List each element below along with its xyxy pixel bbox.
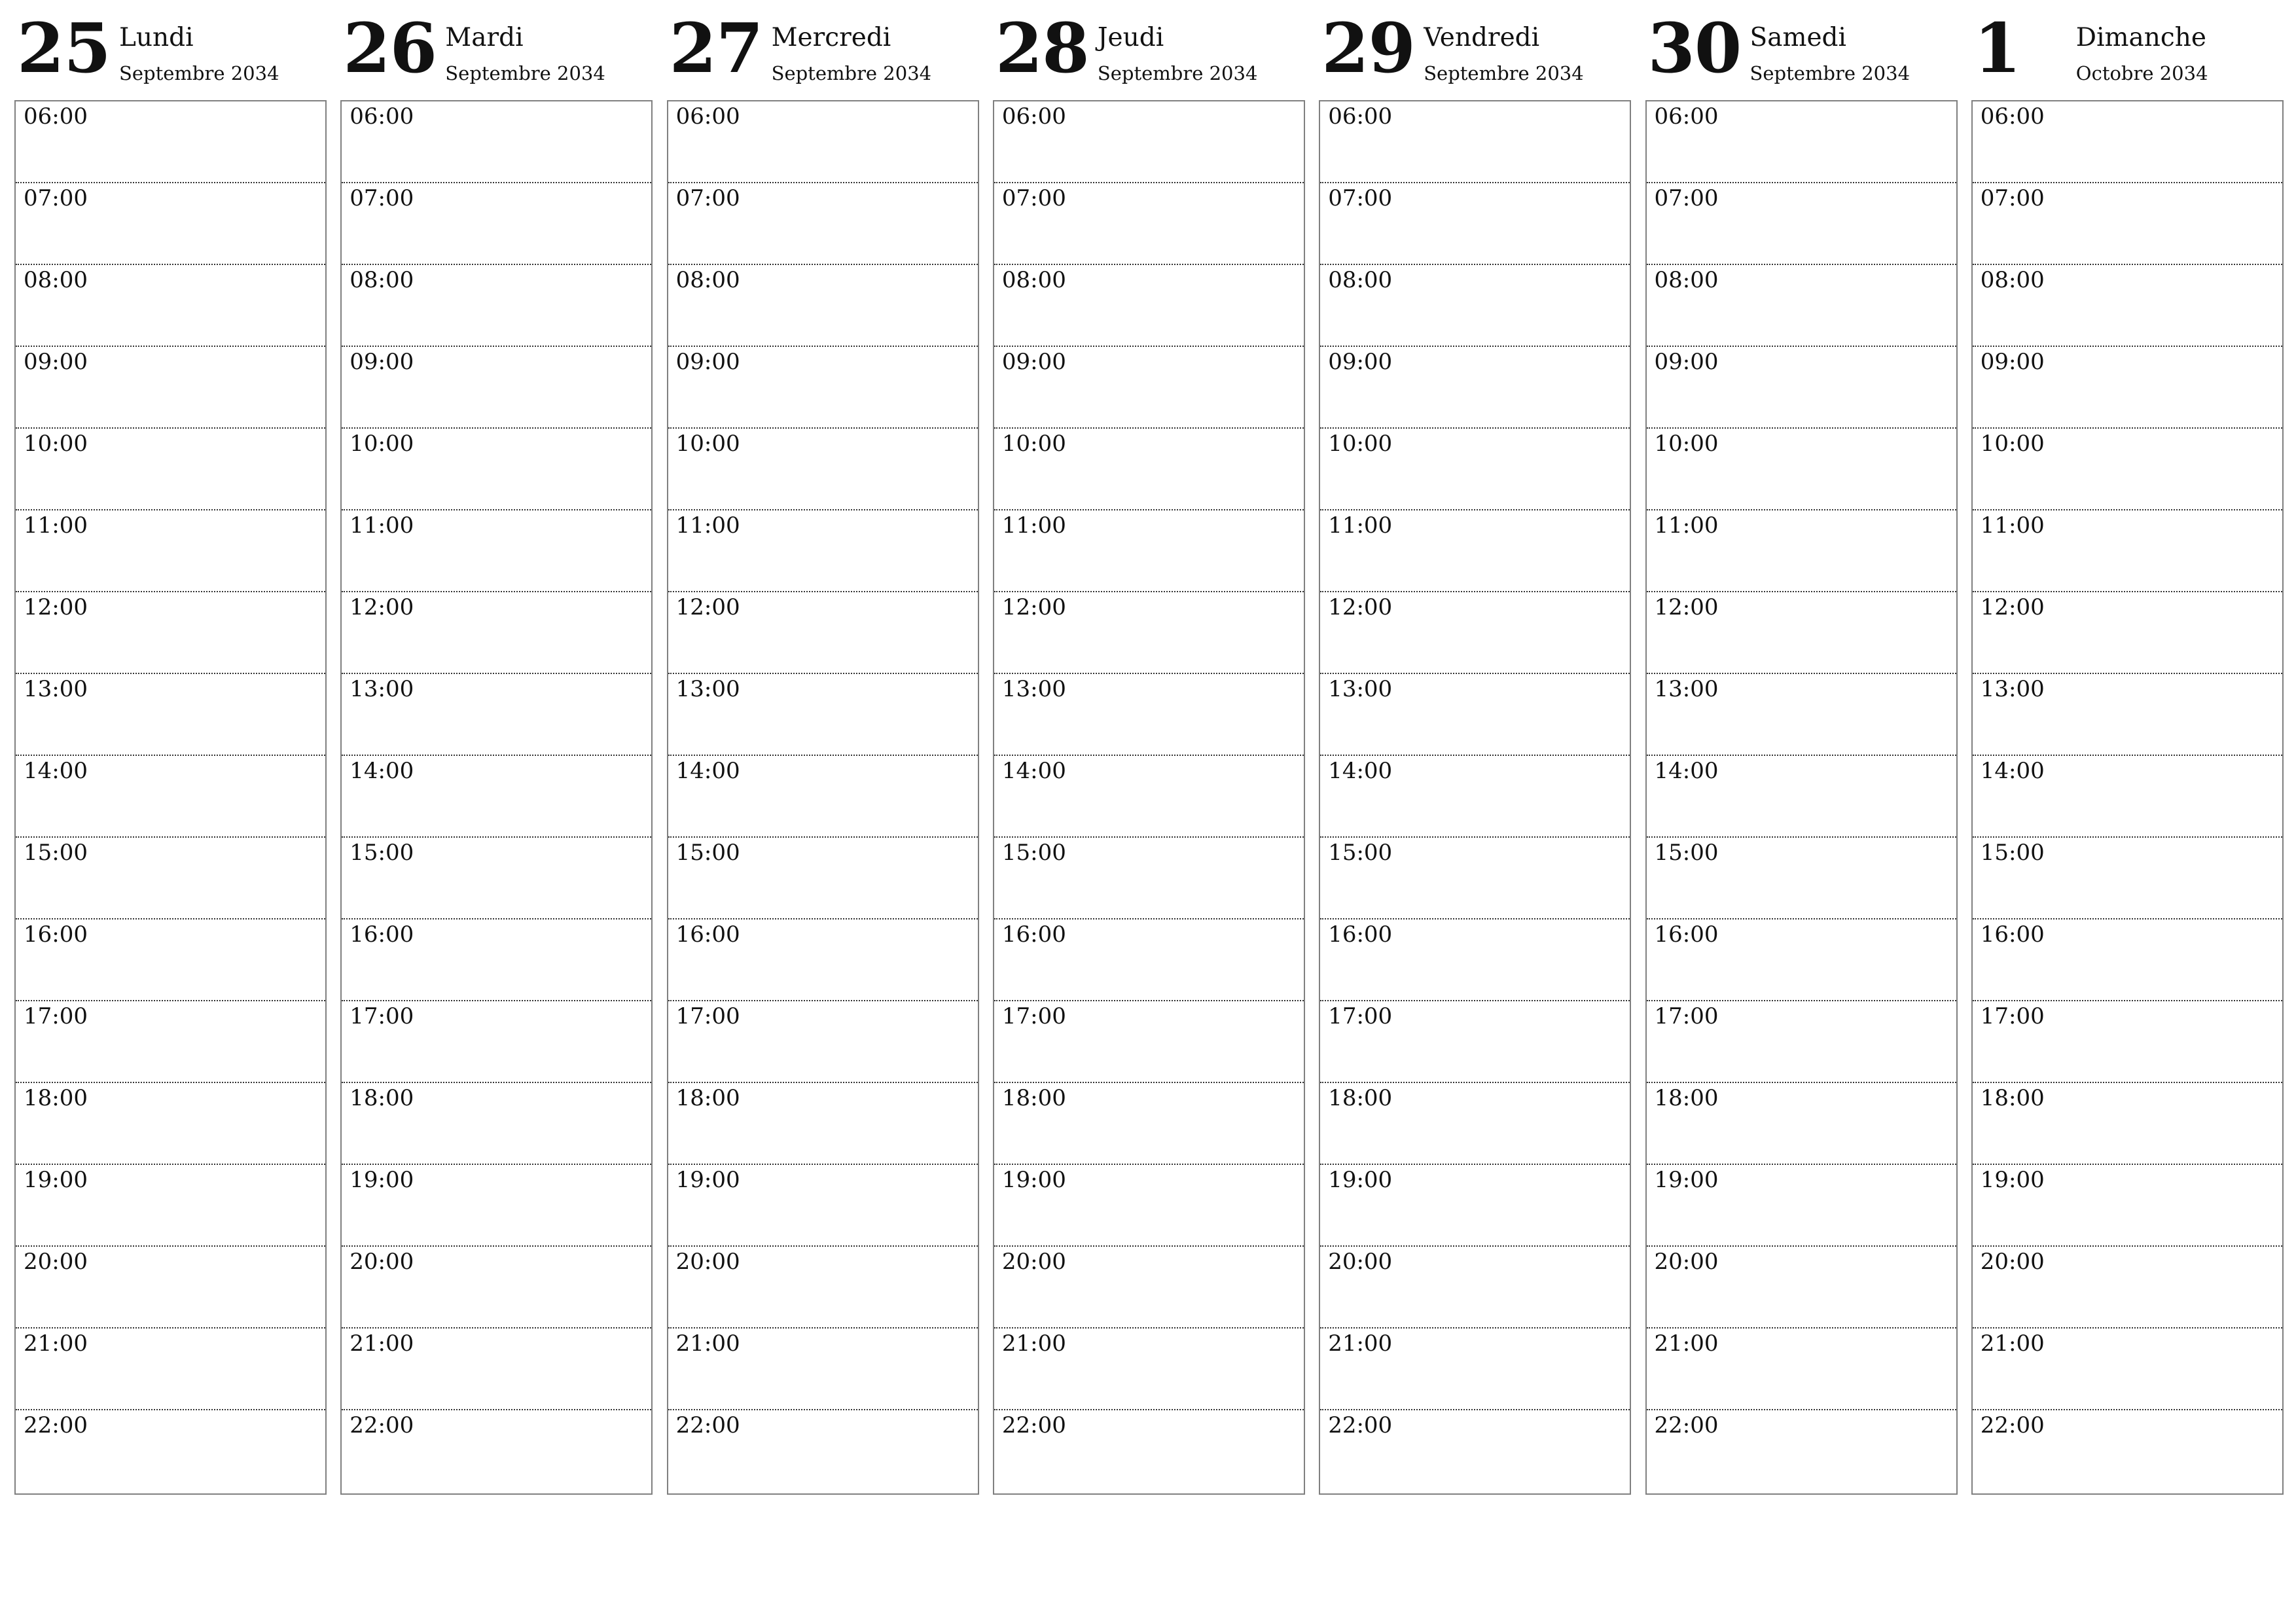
time-slot[interactable]: [1973, 1165, 2282, 1247]
time-label: 19:00: [24, 1167, 88, 1193]
day-month: Septembre 2034: [771, 62, 932, 84]
day-column: [1645, 0, 1958, 1499]
time-label: 16:00: [1001, 921, 1066, 948]
time-slot[interactable]: [668, 1329, 978, 1410]
time-slot[interactable]: [1647, 429, 1956, 510]
time-slot[interactable]: [16, 838, 325, 919]
time-slot[interactable]: [342, 510, 651, 592]
time-slot[interactable]: [1320, 838, 1630, 919]
time-slot[interactable]: [342, 347, 651, 429]
time-slot[interactable]: [994, 1001, 1304, 1083]
time-label: 21:00: [1654, 1330, 1719, 1357]
day-number: 30: [1647, 8, 1742, 88]
time-label: 13:00: [675, 676, 740, 702]
time-slot[interactable]: [342, 756, 651, 838]
time-label: 10:00: [350, 431, 414, 457]
time-label: 15:00: [1654, 840, 1719, 866]
day-month: Septembre 2034: [119, 62, 279, 84]
time-slot[interactable]: [1973, 347, 2282, 429]
time-slot[interactable]: [342, 1165, 651, 1247]
time-slot[interactable]: [16, 183, 325, 265]
day-schedule-box: [14, 100, 327, 1495]
time-label: 22:00: [1654, 1412, 1719, 1438]
time-label: 10:00: [1980, 431, 2045, 457]
time-slot[interactable]: [1973, 1083, 2282, 1165]
time-label: 09:00: [350, 349, 414, 375]
time-label: 17:00: [1001, 1003, 1066, 1029]
time-label: 11:00: [1001, 512, 1066, 539]
time-slot[interactable]: [1320, 919, 1630, 1001]
time-slot[interactable]: [342, 838, 651, 919]
time-slot[interactable]: [994, 101, 1304, 183]
time-slot[interactable]: [668, 265, 978, 347]
time-label: 12:00: [1328, 594, 1393, 620]
day-schedule-box: [340, 100, 653, 1495]
time-slot[interactable]: [1320, 592, 1630, 674]
time-label: 21:00: [1980, 1330, 2045, 1357]
day-number: 29: [1321, 8, 1415, 88]
time-label: 20:00: [1654, 1249, 1719, 1275]
time-slot[interactable]: [1647, 347, 1956, 429]
time-label: 22:00: [1980, 1412, 2045, 1438]
day-column: [667, 0, 979, 1499]
time-slot[interactable]: [668, 919, 978, 1001]
time-slot[interactable]: [342, 183, 651, 265]
time-label: 16:00: [1980, 921, 2045, 948]
day-column: [340, 0, 653, 1499]
time-slot[interactable]: [1320, 347, 1630, 429]
time-label: 22:00: [675, 1412, 740, 1438]
time-slot[interactable]: [668, 1083, 978, 1165]
time-slot[interactable]: [1647, 1001, 1956, 1083]
time-slot[interactable]: [342, 1001, 651, 1083]
time-slot[interactable]: [1647, 265, 1956, 347]
time-label: 22:00: [1328, 1412, 1393, 1438]
time-label: 15:00: [350, 840, 414, 866]
time-label: 22:00: [24, 1412, 88, 1438]
time-slot[interactable]: [1973, 919, 2282, 1001]
time-label: 09:00: [675, 349, 740, 375]
time-slot[interactable]: [1647, 756, 1956, 838]
time-label: 06:00: [1980, 103, 2045, 130]
day-column: [1319, 0, 1631, 1499]
day-number: 27: [669, 8, 763, 88]
time-label: 07:00: [350, 185, 414, 211]
time-slot[interactable]: [1320, 429, 1630, 510]
day-header: [340, 0, 668, 98]
time-slot[interactable]: [1320, 674, 1630, 756]
time-slot[interactable]: [994, 510, 1304, 592]
time-slot[interactable]: [994, 1165, 1304, 1247]
day-schedule-box: [1645, 100, 1958, 1495]
time-slot[interactable]: [16, 347, 325, 429]
time-slot[interactable]: [1973, 429, 2282, 510]
time-label: 16:00: [24, 921, 88, 948]
time-slot[interactable]: [16, 1247, 325, 1329]
time-slot[interactable]: [342, 592, 651, 674]
day-schedule-box: [667, 100, 979, 1495]
time-label: 11:00: [350, 512, 414, 539]
time-slot[interactable]: [668, 1247, 978, 1329]
day-header: [14, 0, 342, 98]
time-slot[interactable]: [1647, 592, 1956, 674]
time-label: 12:00: [675, 594, 740, 620]
day-month: Septembre 2034: [1097, 62, 1258, 84]
time-slot[interactable]: [994, 838, 1304, 919]
time-label: 17:00: [1654, 1003, 1719, 1029]
time-label: 08:00: [1654, 267, 1719, 293]
time-label: 08:00: [675, 267, 740, 293]
time-label: 08:00: [1980, 267, 2045, 293]
time-slot[interactable]: [1647, 510, 1956, 592]
time-label: 10:00: [675, 431, 740, 457]
day-name: Lundi: [119, 23, 194, 52]
time-slot[interactable]: [994, 1083, 1304, 1165]
time-slot[interactable]: [668, 1001, 978, 1083]
day-name: Dimanche: [2075, 23, 2206, 52]
day-month: Septembre 2034: [1749, 62, 1910, 84]
time-slot[interactable]: [1320, 265, 1630, 347]
time-label: 21:00: [1328, 1330, 1393, 1357]
time-label: 17:00: [350, 1003, 414, 1029]
day-header: [1645, 0, 1973, 98]
time-slot[interactable]: [1320, 101, 1630, 183]
time-label: 09:00: [1001, 349, 1066, 375]
time-label: 06:00: [1328, 103, 1393, 130]
time-label: 09:00: [24, 349, 88, 375]
time-slot[interactable]: [994, 265, 1304, 347]
time-slot[interactable]: [1647, 101, 1956, 183]
time-slot[interactable]: [1973, 592, 2282, 674]
time-label: 09:00: [1328, 349, 1393, 375]
time-label: 14:00: [1328, 758, 1393, 784]
time-label: 15:00: [675, 840, 740, 866]
day-number: 1: [1973, 8, 2021, 88]
day-month: Septembre 2034: [1424, 62, 1584, 84]
time-label: 21:00: [1001, 1330, 1066, 1357]
time-label: 22:00: [1001, 1412, 1066, 1438]
time-slot[interactable]: [1320, 510, 1630, 592]
time-label: 20:00: [350, 1249, 414, 1275]
day-number: 28: [995, 8, 1089, 88]
time-slot[interactable]: [342, 919, 651, 1001]
time-label: 09:00: [1654, 349, 1719, 375]
time-label: 14:00: [675, 758, 740, 784]
time-label: 11:00: [1328, 512, 1393, 539]
time-label: 14:00: [1654, 758, 1719, 784]
time-label: 12:00: [1654, 594, 1719, 620]
time-label: 20:00: [1001, 1249, 1066, 1275]
time-slot[interactable]: [1647, 1247, 1956, 1329]
time-slot[interactable]: [342, 1247, 651, 1329]
time-slot[interactable]: [16, 756, 325, 838]
time-slot[interactable]: [342, 1083, 651, 1165]
time-label: 13:00: [24, 676, 88, 702]
time-slot[interactable]: [1320, 1329, 1630, 1410]
day-header: [1971, 0, 2296, 98]
time-slot[interactable]: [342, 265, 651, 347]
time-slot[interactable]: [342, 1329, 651, 1410]
time-label: 06:00: [1001, 103, 1066, 130]
time-slot[interactable]: [342, 1410, 651, 1492]
time-slot[interactable]: [1973, 183, 2282, 265]
time-label: 18:00: [1980, 1085, 2045, 1111]
time-label: 07:00: [1001, 185, 1066, 211]
time-slot[interactable]: [994, 1410, 1304, 1492]
time-slot[interactable]: [16, 1083, 325, 1165]
time-label: 15:00: [1001, 840, 1066, 866]
time-label: 17:00: [1980, 1003, 2045, 1029]
time-label: 17:00: [675, 1003, 740, 1029]
time-label: 07:00: [1654, 185, 1719, 211]
time-label: 12:00: [350, 594, 414, 620]
time-label: 07:00: [675, 185, 740, 211]
time-slot[interactable]: [1973, 101, 2282, 183]
time-slot[interactable]: [668, 756, 978, 838]
day-number: 26: [343, 8, 437, 88]
time-label: 13:00: [1654, 676, 1719, 702]
time-slot[interactable]: [668, 838, 978, 919]
time-label: 09:00: [1980, 349, 2045, 375]
time-slot[interactable]: [1647, 919, 1956, 1001]
time-slot[interactable]: [1320, 1247, 1630, 1329]
time-label: 07:00: [24, 185, 88, 211]
time-label: 18:00: [675, 1085, 740, 1111]
time-slot[interactable]: [1647, 1410, 1956, 1492]
day-name: Mardi: [445, 23, 524, 52]
time-label: 06:00: [24, 103, 88, 130]
day-column: [1971, 0, 2284, 1499]
time-label: 07:00: [1980, 185, 2045, 211]
time-label: 19:00: [1980, 1167, 2045, 1193]
time-slot[interactable]: [16, 429, 325, 510]
day-header: [993, 0, 1320, 98]
time-slot[interactable]: [16, 510, 325, 592]
time-label: 08:00: [1001, 267, 1066, 293]
time-label: 22:00: [350, 1412, 414, 1438]
time-slot[interactable]: [1320, 756, 1630, 838]
time-label: 11:00: [24, 512, 88, 539]
time-label: 06:00: [350, 103, 414, 130]
time-label: 20:00: [675, 1249, 740, 1275]
time-slot[interactable]: [1973, 1329, 2282, 1410]
time-slot[interactable]: [342, 674, 651, 756]
time-slot[interactable]: [668, 183, 978, 265]
time-slot[interactable]: [1320, 1410, 1630, 1492]
time-slot[interactable]: [1647, 1329, 1956, 1410]
time-slot[interactable]: [994, 592, 1304, 674]
day-name: Vendredi: [1424, 23, 1540, 52]
time-slot[interactable]: [1973, 1247, 2282, 1329]
time-slot[interactable]: [1647, 1165, 1956, 1247]
time-slot[interactable]: [16, 1165, 325, 1247]
time-slot[interactable]: [1647, 838, 1956, 919]
time-label: 12:00: [1001, 594, 1066, 620]
time-label: 13:00: [350, 676, 414, 702]
time-label: 18:00: [24, 1085, 88, 1111]
time-slot[interactable]: [994, 1329, 1304, 1410]
time-slot[interactable]: [1973, 1001, 2282, 1083]
time-label: 14:00: [1980, 758, 2045, 784]
time-slot[interactable]: [1320, 1001, 1630, 1083]
time-slot[interactable]: [16, 674, 325, 756]
time-label: 10:00: [1654, 431, 1719, 457]
day-name: Jeudi: [1097, 23, 1164, 52]
time-label: 11:00: [1654, 512, 1719, 539]
time-slot[interactable]: [1973, 510, 2282, 592]
time-slot[interactable]: [668, 1410, 978, 1492]
day-schedule-box: [1319, 100, 1631, 1495]
time-slot[interactable]: [994, 429, 1304, 510]
time-label: 13:00: [1980, 676, 2045, 702]
time-label: 20:00: [1980, 1249, 2045, 1275]
day-column: [14, 0, 327, 1499]
time-label: 19:00: [1001, 1167, 1066, 1193]
time-label: 19:00: [350, 1167, 414, 1193]
time-slot[interactable]: [994, 674, 1304, 756]
time-label: 18:00: [350, 1085, 414, 1111]
time-slot[interactable]: [668, 674, 978, 756]
time-label: 16:00: [1328, 921, 1393, 948]
time-label: 17:00: [24, 1003, 88, 1029]
time-label: 18:00: [1328, 1085, 1393, 1111]
time-slot[interactable]: [668, 592, 978, 674]
time-label: 10:00: [1001, 431, 1066, 457]
time-label: 18:00: [1001, 1085, 1066, 1111]
day-column: [993, 0, 1305, 1499]
time-label: 18:00: [1654, 1085, 1719, 1111]
time-slot[interactable]: [1973, 674, 2282, 756]
time-label: 12:00: [24, 594, 88, 620]
time-slot[interactable]: [994, 756, 1304, 838]
time-label: 14:00: [1001, 758, 1066, 784]
time-label: 08:00: [24, 267, 88, 293]
day-header: [1319, 0, 1646, 98]
time-label: 08:00: [1328, 267, 1393, 293]
time-slot[interactable]: [1973, 838, 2282, 919]
day-month: Octobre 2034: [2075, 62, 2208, 84]
time-label: 21:00: [675, 1330, 740, 1357]
time-label: 16:00: [675, 921, 740, 948]
time-label: 16:00: [350, 921, 414, 948]
time-slot[interactable]: [668, 347, 978, 429]
time-label: 20:00: [24, 1249, 88, 1275]
time-slot[interactable]: [1647, 183, 1956, 265]
time-label: 20:00: [1328, 1249, 1393, 1275]
time-slot[interactable]: [16, 265, 325, 347]
time-slot[interactable]: [16, 1001, 325, 1083]
time-label: 21:00: [350, 1330, 414, 1357]
day-schedule-box: [1971, 100, 2284, 1495]
time-label: 10:00: [24, 431, 88, 457]
time-label: 12:00: [1980, 594, 2045, 620]
time-slot[interactable]: [1320, 1165, 1630, 1247]
time-label: 15:00: [24, 840, 88, 866]
time-slot[interactable]: [16, 919, 325, 1001]
time-slot[interactable]: [994, 183, 1304, 265]
time-slot[interactable]: [1647, 674, 1956, 756]
time-slot[interactable]: [994, 347, 1304, 429]
time-slot[interactable]: [1647, 1083, 1956, 1165]
time-slot[interactable]: [1973, 756, 2282, 838]
time-label: 14:00: [24, 758, 88, 784]
day-schedule-box: [993, 100, 1305, 1495]
time-slot[interactable]: [342, 429, 651, 510]
time-slot[interactable]: [668, 510, 978, 592]
time-label: 17:00: [1328, 1003, 1393, 1029]
time-slot[interactable]: [1973, 1410, 2282, 1492]
time-label: 19:00: [1328, 1167, 1393, 1193]
time-label: 13:00: [1001, 676, 1066, 702]
time-slot[interactable]: [1973, 265, 2282, 347]
time-label: 11:00: [675, 512, 740, 539]
time-slot[interactable]: [994, 1247, 1304, 1329]
time-label: 08:00: [350, 267, 414, 293]
time-slot[interactable]: [668, 1165, 978, 1247]
time-label: 07:00: [1328, 185, 1393, 211]
time-slot[interactable]: [16, 592, 325, 674]
time-label: 11:00: [1980, 512, 2045, 539]
time-slot[interactable]: [1320, 183, 1630, 265]
time-label: 15:00: [1980, 840, 2045, 866]
time-label: 14:00: [350, 758, 414, 784]
time-label: 06:00: [1654, 103, 1719, 130]
day-month: Septembre 2034: [445, 62, 605, 84]
time-slot[interactable]: [1320, 1083, 1630, 1165]
day-name: Mercredi: [771, 23, 891, 52]
time-label: 19:00: [675, 1167, 740, 1193]
time-label: 06:00: [675, 103, 740, 130]
time-label: 19:00: [1654, 1167, 1719, 1193]
time-slot[interactable]: [668, 101, 978, 183]
time-slot[interactable]: [668, 429, 978, 510]
day-number: 25: [17, 8, 111, 88]
time-slot[interactable]: [994, 919, 1304, 1001]
time-label: 15:00: [1328, 840, 1393, 866]
day-name: Samedi: [1749, 23, 1846, 52]
day-header: [667, 0, 994, 98]
time-slot[interactable]: [16, 101, 325, 183]
time-slot[interactable]: [342, 101, 651, 183]
time-label: 16:00: [1654, 921, 1719, 948]
time-label: 10:00: [1328, 431, 1393, 457]
time-slot[interactable]: [16, 1329, 325, 1410]
time-slot[interactable]: [16, 1410, 325, 1492]
time-label: 13:00: [1328, 676, 1393, 702]
time-label: 21:00: [24, 1330, 88, 1357]
